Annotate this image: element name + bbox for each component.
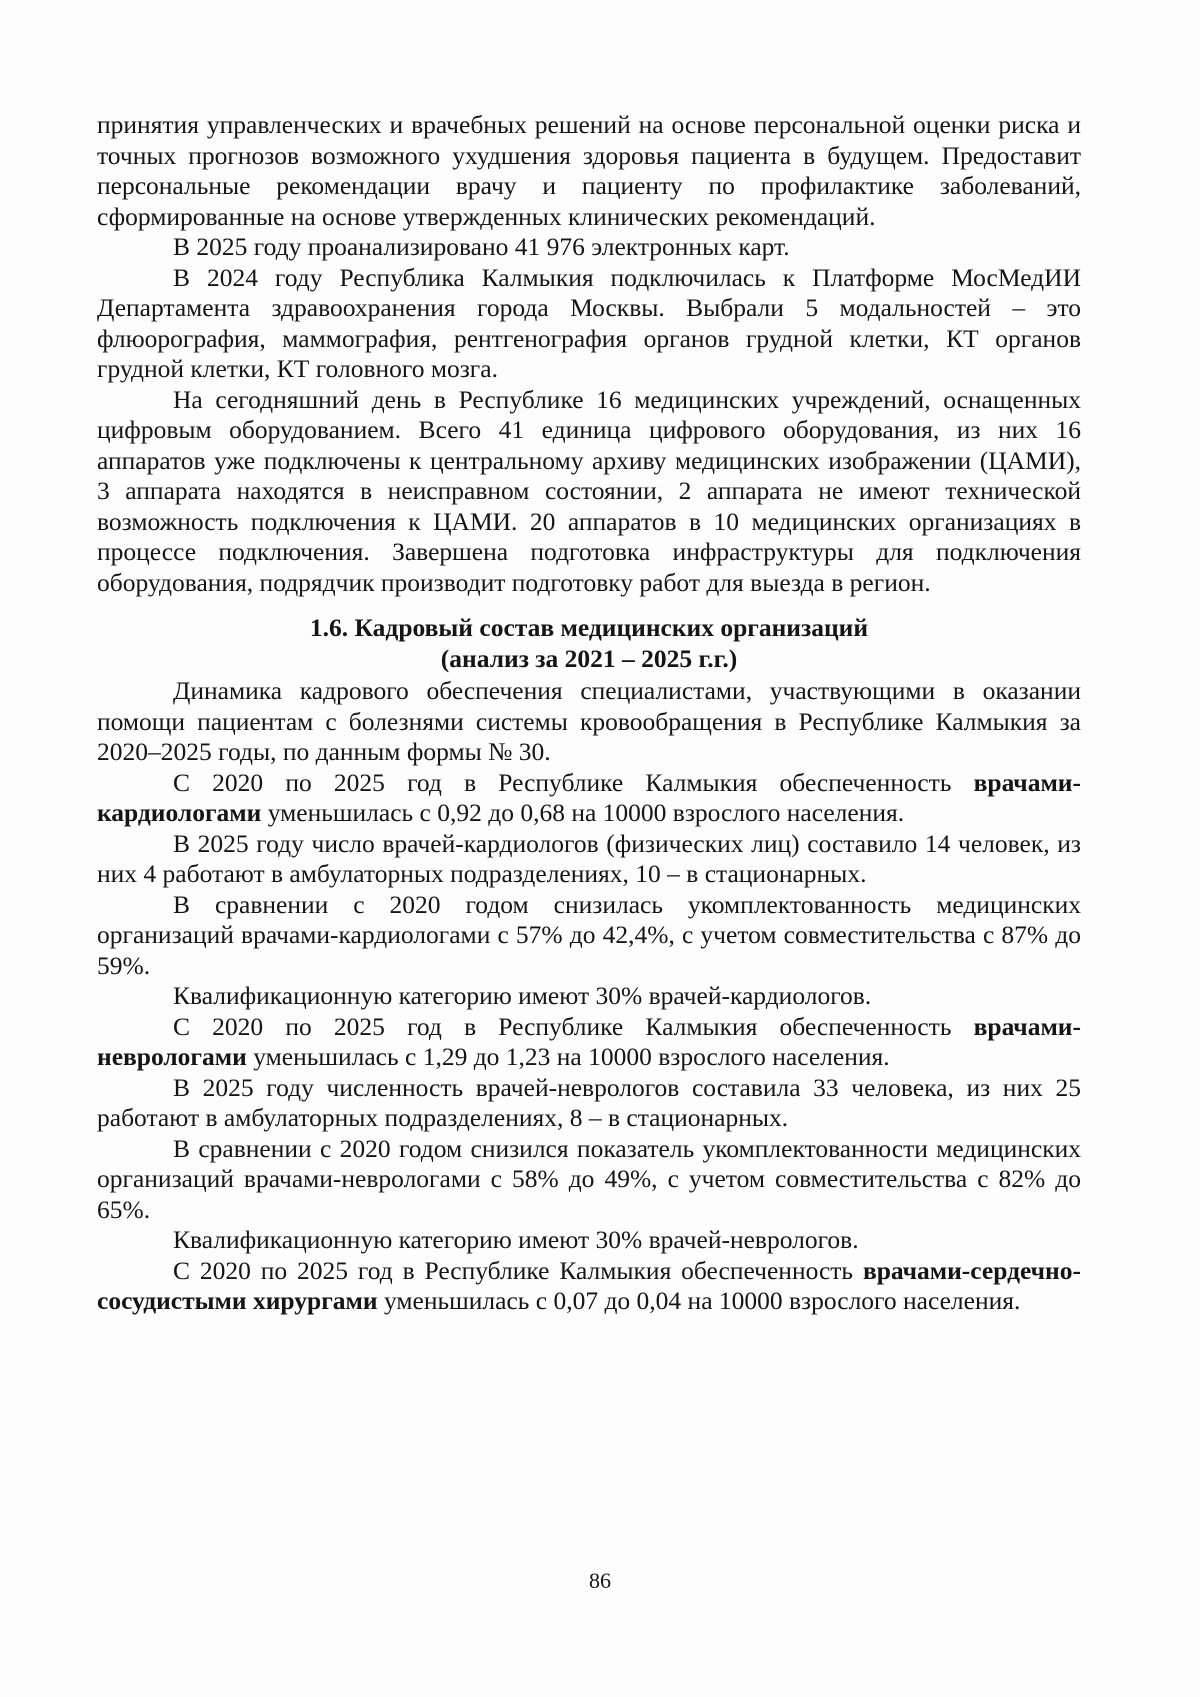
text-segment: С 2020 по 2025 год в Республике Калмыкия обеспеченность [173, 1011, 974, 1041]
paragraph-cardiologists-staffing: В сравнении с 2020 годом снизилась укомплектованность медицинских организаций врачами-кардиологами с 57% до 42,4%, с учетом совместительства с 87% до 59%. [97, 889, 1081, 980]
paragraph-cardiologists-qualification: Квалификационную категорию имеют 30% врачей-кардиологов. [173, 981, 872, 1010]
text-segment: уменьшилась с 1,29 до 1,23 на 10000 взрослого населения. [246, 1042, 890, 1071]
paragraph-decision-making: принятия управленческих и врачебных решений на основе персональной оценки риска и точных прогнозов возможного ухудшения здоровья пациента в будущем. Предоставит персональные рекомендации врачу и пациенту по профилактике заболеваний, сформированные на основе утвержденных клинических рекомендаций. [97, 110, 1081, 231]
paragraph-neurologists-qualification: Квалификационную категорию имеют 30% врачей-неврологов. [173, 1225, 859, 1254]
paragraph-cardiovascular-surgeons-provision [97, 1256, 1081, 1317]
paragraph-neurologists-provision [97, 1012, 1081, 1073]
paragraph-digital-equipment: На сегодняшний день в Республике 16 медицинских учреждений, оснащенных цифровым оборудованием. Всего 41 единица цифрового оборудования, из них 16 аппаратов уже подключены к центральному архиву медицинских изображении (ЦАМИ), 3 аппарата находятся в неисправном состоянии, 2 аппарата не имеют технической возможность подключения к ЦАМИ. 20 аппаратов в 10 медицинских организациях в процессе подключения. Завершена подготовка инфраструктуры для подключения оборудования, подрядчик производит подготовку работ для выезда в регион. [97, 384, 1081, 597]
bold-term-cardiologists: врачами-кардиологами [97, 767, 1081, 827]
paragraph-staffing-dynamics: Динамика кадрового обеспечения специалистами, участвующими в оказании помощи пациентам с болезнями системы кровообращения в Республике Калмыкия за 2020–2025 годы, по данным формы № 30. [97, 676, 1081, 766]
paragraph-neurologists-count: В 2025 году численность врачей-неврологов составила 33 человека, из них 25 работают в амбулаторных подразделениях, 8 – в стационарных. [97, 1072, 1081, 1132]
section-title-line1: 1.6. Кадровый состав медицинских организаций [309, 613, 869, 642]
page-number: 86 [589, 1568, 611, 1593]
text-segment: уменьшилась с 0,92 до 0,68 на 10000 взрослого населения. [261, 798, 905, 827]
text-segment: С 2020 по 2025 год в Республике Калмыкия обеспеченность [173, 1255, 863, 1285]
text-segment: уменьшилась с 0,07 до 0,04 на 10000 взрослого населения. [377, 1286, 1021, 1315]
section-title-line2: (анализ за 2021 – 2025 г.г.) [440, 644, 738, 673]
text-segment: С 2020 по 2025 год в Республике Калмыкия обеспеченность [173, 767, 974, 797]
paragraph-neurologists-staffing: В сравнении с 2020 годом снизился показатель укомплектованности медицинских организаций врачами-неврологами с 58% до 49%, с учетом совместительства с 82% до 65%. [97, 1133, 1081, 1224]
page-body [97, 110, 1081, 1317]
paragraph-cardiologists-count: В 2025 году число врачей-кардиологов (физических лиц) составило 14 человек, из них 4 работают в амбулаторных подразделениях, 10 – в стационарных. [97, 828, 1081, 888]
paragraph-mosmedii-platform: В 2024 году Республика Калмыкия подключилась к Платформе МосМедИИ Департамента здравоохранения города Москвы. Выбрали 5 модальностей – это флюорография, маммография, рентгенография органов грудной клетки, КТ органов грудной клетки, КТ головного мозга. [97, 262, 1081, 383]
bold-term-cardiovascular-surgeons: врачами-сердечно-сосудистыми хирургами [97, 1255, 1081, 1315]
paragraph-analyzed-cards: В 2025 году проанализировано 41 976 электронных карт. [173, 232, 790, 261]
bold-term-neurologists: врачами-неврологами [97, 1011, 1081, 1071]
paragraph-cardiologists-provision [97, 768, 1081, 829]
section-heading [97, 612, 1081, 674]
